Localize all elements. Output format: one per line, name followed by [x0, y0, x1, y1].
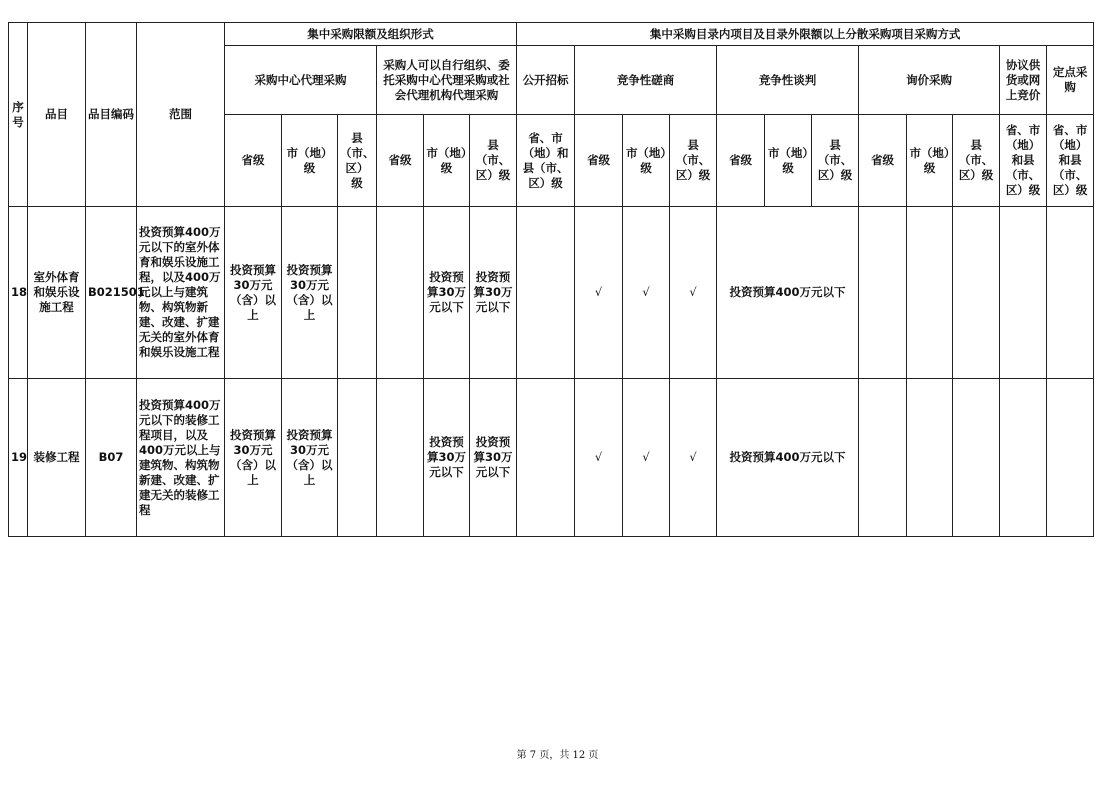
row-agreement [1000, 379, 1047, 537]
row-seq: 19 [9, 379, 28, 537]
header-scope: 范围 [137, 23, 225, 207]
row-self-county: 投资预算30万元以下 [470, 379, 517, 537]
row-center-province: 投资预算30万元（含）以上 [225, 207, 282, 379]
page-footer: 第 7 页，共 12 页 [516, 750, 599, 761]
header-competitive-negotiation: 竞争性谈判 [717, 46, 859, 115]
row-self-county: 投资预算30万元以下 [470, 207, 517, 379]
row-code: B021501 [86, 207, 137, 379]
row-inquiry-county [953, 379, 1000, 537]
procurement-table [8, 22, 1094, 537]
row-consult-city-check: √ [623, 207, 670, 379]
header-group-centralized: 集中采购限额及组织形式 [225, 23, 517, 46]
header-open-tender: 公开招标 [517, 46, 575, 115]
sub-consult-county: 县（市、区）级 [670, 115, 717, 207]
sub-consult-province: 省级 [575, 115, 623, 207]
table-row [9, 207, 1094, 379]
sub-agreement-levels: 省、市（地）和县（市、区）级 [1000, 115, 1047, 207]
row-designated [1047, 379, 1094, 537]
row-code: B07 [86, 379, 137, 537]
row-self-city: 投资预算30万元以下 [424, 207, 470, 379]
row-designated [1047, 207, 1094, 379]
row-self-province [377, 207, 424, 379]
sub-self-county: 县（市、区）级 [470, 115, 517, 207]
row-inquiry-province [859, 379, 907, 537]
sub-center-city: 市（地）级 [282, 115, 338, 207]
sub-self-province: 省级 [377, 115, 424, 207]
row-inquiry-city [907, 207, 953, 379]
row-open-tender [517, 207, 575, 379]
header-code: 品目编码 [86, 23, 137, 207]
row-consult-county-check: √ [670, 207, 717, 379]
row-seq: 18 [9, 207, 28, 379]
header-inquiry: 询价采购 [859, 46, 1000, 115]
row-inquiry-province [859, 207, 907, 379]
sub-center-province: 省级 [225, 115, 282, 207]
header-designated: 定点采购 [1047, 46, 1094, 115]
row-center-province: 投资预算30万元（含）以上 [225, 379, 282, 537]
row-consult-province-check: √ [575, 207, 623, 379]
sub-inquiry-city: 市（地）级 [907, 115, 953, 207]
row-negotiation: 投资预算400万元以下 [717, 207, 859, 379]
row-center-city: 投资预算30万元（含）以上 [282, 379, 338, 537]
row-agreement [1000, 207, 1047, 379]
row-self-province [377, 379, 424, 537]
row-consult-county-check: √ [670, 379, 717, 537]
row-open-tender [517, 379, 575, 537]
sub-open-tender-levels: 省、市（地）和县（市、区）级 [517, 115, 575, 207]
header-group-decentralized: 集中采购目录内项目及目录外限额以上分散采购项目采购方式 [517, 23, 1094, 46]
table-row [9, 379, 1094, 537]
row-self-city: 投资预算30万元以下 [424, 379, 470, 537]
sub-negot-city: 市（地）级 [765, 115, 812, 207]
row-center-city: 投资预算30万元（含）以上 [282, 207, 338, 379]
row-consult-province-check: √ [575, 379, 623, 537]
row-negotiation: 投资预算400万元以下 [717, 379, 859, 537]
row-item: 装修工程 [28, 379, 86, 537]
row-inquiry-city [907, 379, 953, 537]
header-agreement-supply: 协议供货或网上竞价 [1000, 46, 1047, 115]
sub-center-county: 县（市、区）级 [338, 115, 377, 207]
row-center-county [338, 379, 377, 537]
row-item: 室外体育和娱乐设施工程 [28, 207, 86, 379]
row-consult-city-check: √ [623, 379, 670, 537]
header-competitive-consultation: 竞争性磋商 [575, 46, 717, 115]
header-center-agency: 采购中心代理采购 [225, 46, 377, 115]
row-inquiry-county [953, 207, 1000, 379]
header-item: 品目 [28, 23, 86, 207]
sub-self-city: 市（地）级 [424, 115, 470, 207]
sub-inquiry-county: 县（市、区）级 [953, 115, 1000, 207]
sub-designated-levels: 省、市（地）和县（市、区）级 [1047, 115, 1094, 207]
row-scope: 投资预算400万元以下的室外体育和娱乐设施工程，以及400万元以上与建筑物、构筑物新建、改建、扩建无关的室外体育和娱乐设施工程 [137, 207, 225, 379]
sub-negot-province: 省级 [717, 115, 765, 207]
header-seq: 序号 [9, 23, 28, 207]
row-scope: 投资预算400万元以下的装修工程项目，以及400万元以上与建筑物、构筑物新建、改建、扩建无关的装修工程 [137, 379, 225, 537]
sub-inquiry-province: 省级 [859, 115, 907, 207]
header-self-org: 采购人可以自行组织、委托采购中心代理采购或社会代理机构代理采购 [377, 46, 517, 115]
sub-negot-county: 县（市、区）级 [812, 115, 859, 207]
row-center-county [338, 207, 377, 379]
sub-consult-city: 市（地）级 [623, 115, 670, 207]
